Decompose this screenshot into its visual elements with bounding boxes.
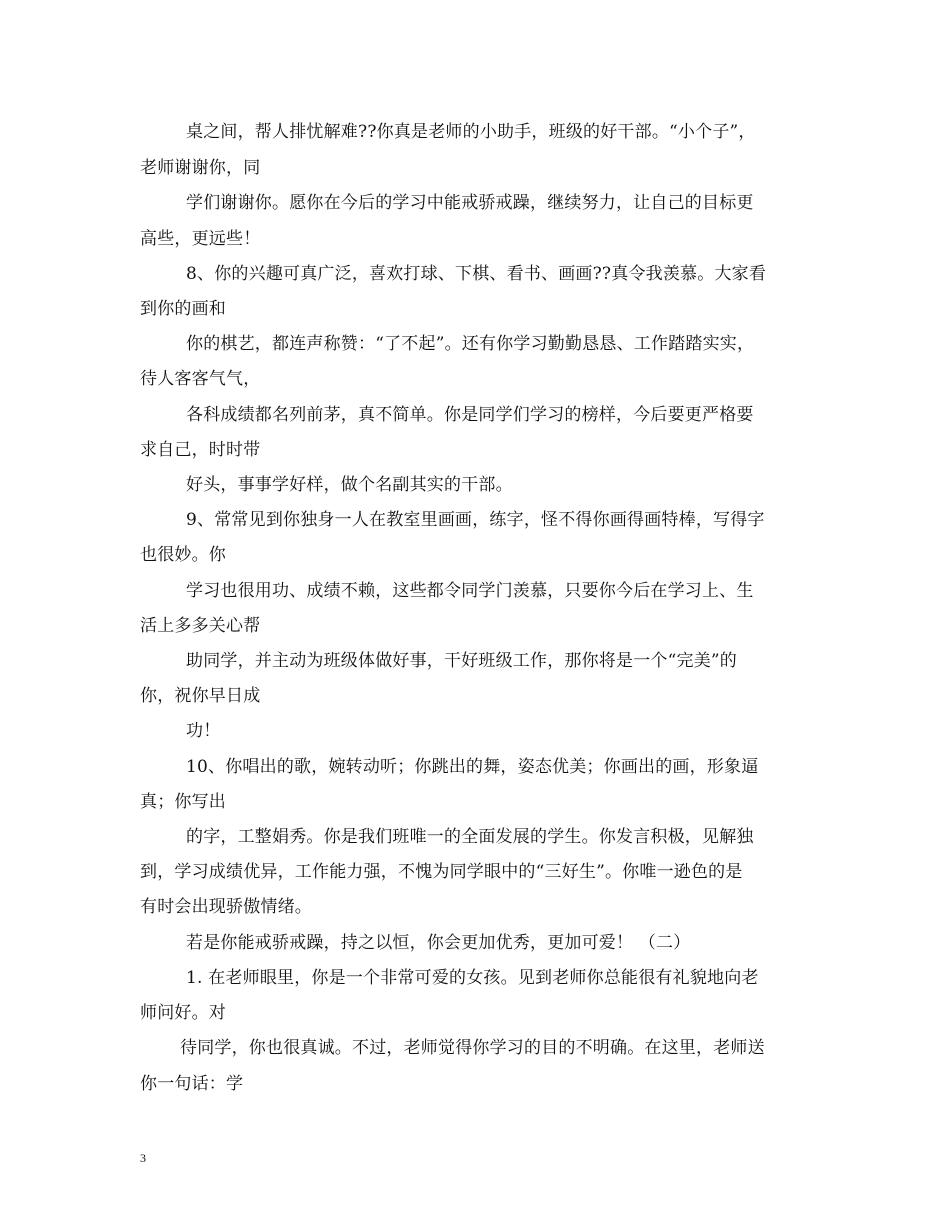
text-line: 到，学习成绩优异，工作能力强，不愧为同学眼中的“三好生”。你唯一逊色的是 (140, 862, 743, 882)
text-line: 有时会出现骄傲情绪。 (140, 897, 312, 917)
text-line: 学们谢谢你。愿你在今后的学习中能戒骄戒躁，继续努力，让自己的目标更 (186, 193, 754, 213)
text-line: 1. 在老师眼里，你是一个非常可爱的女孩。见到老师你总能很有礼貌地向老 (186, 968, 759, 988)
text-line: 桌之间，帮人排忧解难??你真是老师的小助手，班级的好干部。“小个子”， (186, 122, 756, 142)
text-line: 助同学，并主动为班级体做好事，干好班级工作，那你将是一个“完美”的 (186, 651, 737, 671)
text-line: 到你的画和 (140, 299, 226, 319)
text-line: 师问好。对 (140, 1003, 226, 1023)
text-line: 待人客客气气， (140, 369, 261, 389)
text-line: 学习也很用功、成绩不赖，这些都令同学门羡慕，只要你今后在学习上、生 (186, 581, 754, 601)
text-line: 你一句话：学 (140, 1074, 244, 1094)
text-line: 各科成绩都名列前茅，真不简单。你是同学们学习的榜样，今后要更严格要 (186, 405, 754, 425)
text-line: 8、你的兴趣可真广泛，喜欢打球、下棋、看书、画画??真令我羡慕。大家看 (186, 264, 767, 284)
text-line: 的字，工整娟秀。你是我们班唯一的全面发展的学生。你发言积极，见解独 (186, 827, 754, 847)
text-line: 9、常常见到你独身一人在教室里画画，练字，怪不得你画得画特棒，写得字 (186, 510, 765, 530)
text-line: 好头，事事学好样，做个名副其实的干部。 (186, 475, 513, 495)
text-line: 你的棋艺，都连声称赞：“了不起”。还有你学习勤勤恳恳、工作踏踏实实， (186, 334, 755, 354)
text-line: 若是你能戒骄戒躁，持之以恒，你会更加优秀，更加可爱！ （二） (186, 933, 691, 953)
text-line: 10、你唱出的歌，婉转动听；你跳出的舞，姿态优美；你画出的画，形象逼 (186, 757, 759, 777)
text-line: 高些，更远些！ (140, 229, 261, 249)
text-line: 求自己，时时带 (140, 440, 261, 460)
text-line: 你，祝你早日成 (140, 686, 261, 706)
text-line: 真；你写出 (140, 792, 226, 812)
text-line: 待同学，你也很真诚。不过，老师觉得你学习的目的不明确。在这里，老师送 (180, 1038, 765, 1058)
text-line: 功！ (186, 721, 221, 741)
text-line: 也很妙。你 (140, 545, 226, 565)
page-number: 3 (140, 1151, 146, 1165)
text-line: 活上多多关心帮 (140, 616, 261, 636)
text-line: 老师谢谢你，同 (140, 158, 261, 178)
